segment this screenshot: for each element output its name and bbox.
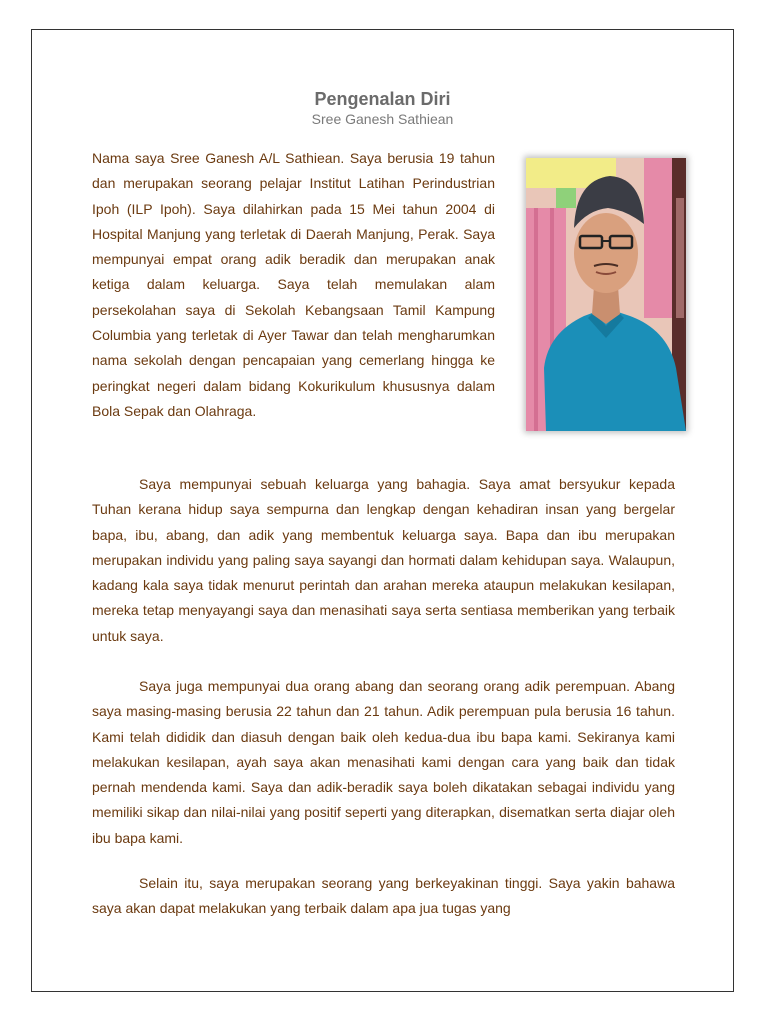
paragraph-4: Selain itu, saya merupakan seorang yang berkeyakinan tinggi. Saya yakin bahawa saya akan dapat melakukan yang terbaik dalam apa jua tugas yang xyxy=(92,875,675,917)
document-page xyxy=(31,29,734,992)
author-name: Sree Ganesh Sathiean xyxy=(311,111,454,127)
document-header xyxy=(32,88,733,128)
profile-photo xyxy=(526,158,686,431)
paragraph-3: Saya juga mempunyai dua orang abang dan seorang orang adik perempuan. Abang saya masing-masing berusia 22 tahun dan 21 tahun. Adik perempuan pula berusia 16 tahun. Kami telah dididik dan diasuh dengan baik oleh kedua-dua ibu bapa kami. Sekiranya kami melakukan kesilapan, ayah saya akan menasihati kami dengan cara yang baik dan tidak pernah mendenda kami. Saya dan adik-beradik saya boleh dikatakan sebagai individu yang memiliki sikap dan nilai-nilai yang positif seperti yang diterapkan, disematkan serta diajar oleh ibu bapa kami. xyxy=(92,678,675,846)
paragraph-2: Saya mempunyai sebuah keluarga yang bahagia. Saya amat bersyukur kepada Tuhan kerana hidup saya sempurna dan lengkap dengan kehadiran insan yang bergelar bapa, ibu, abang, dan adik yang membentuk keluarga saya. Bapa dan ibu merupakan merupakan individu yang paling saya sayangi dan hormati dalam kehidupan saya. Walaupun, kadang kala saya tidak menurut perintah dan arahan mereka ataupun melakukan kesilapan, mereka tetap menyayangi saya dan menasihati saya serta sentiasa memberikan yang terbaik untuk saya. xyxy=(92,476,675,644)
paragraph-1: Nama saya Sree Ganesh A/L Sathiean. Saya berusia 19 tahun dan merupakan seorang pelajar Institut Latihan Perindustrian Ipoh (ILP Ipoh). Saya dilahirkan pada 15 Mei tahun 2004 di Hospital Manjung yang terletak di Daerah Manjung, Perak. Saya mempunyai empat orang adik beradik dan merupakan anak ketiga dalam keluarga. Saya telah memulakan alam persekolahan saya di Sekolah Kebangsaan Tamil Kampung Columbia yang terletak di Ayer Tawar dan telah mengharumkan nama sekolah dengan pencapaian yang cemerlang hingga ke peringkat negeri dalam bidang Kokurikulum khususnya dalam Bola Sepak dan Olahraga. xyxy=(92,150,495,419)
page-title: Pengenalan Diri xyxy=(314,89,451,109)
